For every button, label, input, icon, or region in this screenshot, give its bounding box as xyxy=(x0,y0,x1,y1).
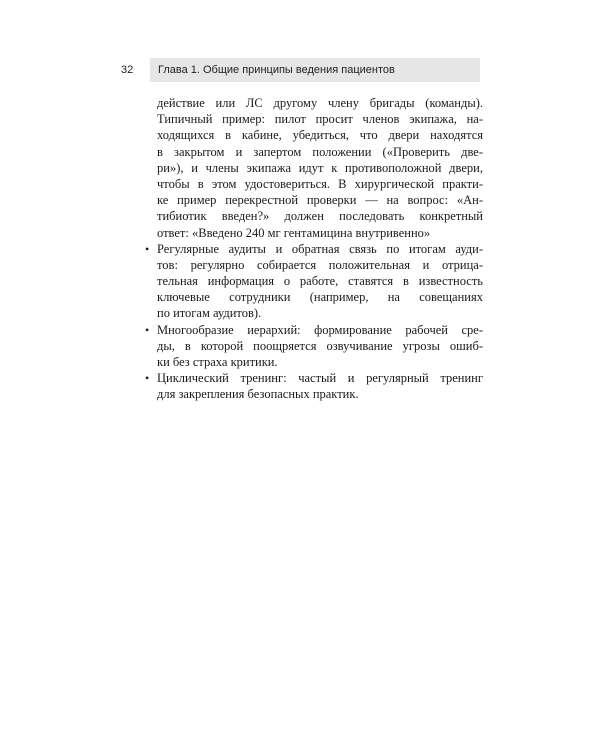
bullet-marker: • xyxy=(145,241,150,256)
text-line: для закрепления безопасных практик. xyxy=(157,387,359,402)
running-head-chapter-title: Глава 1. Общие принципы ведения пациентов xyxy=(150,58,480,82)
continuation-paragraph xyxy=(157,95,483,241)
text-line: Регулярные аудиты и обратная связь по итогам ауди- xyxy=(157,241,483,256)
text-line: ды, в которой поощряется озвучивание угрозы ошиб- xyxy=(157,338,483,353)
text-line: Типичный пример: пилот просит членов экипажа, на- xyxy=(157,112,483,127)
text-line: ри»), и члены экипажа идут к противоположной двери, xyxy=(157,160,483,175)
text-line: ключевые сотрудники (например, на совещаниях xyxy=(157,290,483,305)
body-text xyxy=(145,95,483,403)
text-line: тельная информация о работе, ставятся в известность xyxy=(157,274,483,289)
text-line: Многообразие иерархий: формирование рабочей сре- xyxy=(157,322,483,337)
text-line: действие или ЛС другому члену бригады (команды). xyxy=(157,96,483,110)
bullet-item-hierarchies xyxy=(145,322,483,371)
text-line: чтобы в этом удостовериться. В хирургической практи- xyxy=(157,176,483,191)
text-line: тибиотик введен?» должен последовать конкретный xyxy=(157,209,483,224)
page-number: 32 xyxy=(121,64,134,76)
text-line: ходящихся в кабине, убедиться, что двери находятся xyxy=(157,128,483,143)
text-line: по итогам аудитов). xyxy=(157,306,262,321)
bullet-marker: • xyxy=(145,322,150,337)
bullet-item-audits xyxy=(145,241,483,322)
text-line: тов: регулярно собирается положительная и отрица- xyxy=(157,257,483,272)
text-line: ке пример перекрестной проверки — на вопрос: «Ан- xyxy=(157,193,483,208)
bullet-item-training xyxy=(145,370,483,402)
text-line: ответ: «Введено 240 мг гентамицина внутривенно» xyxy=(157,225,431,240)
text-line: ки без страха критики. xyxy=(157,355,278,369)
bullet-marker: • xyxy=(145,371,150,386)
text-line: Циклический тренинг: частый и регулярный тренинг xyxy=(157,371,483,386)
text-line: в закрытом и запертом положении («Проверить две- xyxy=(157,144,483,159)
